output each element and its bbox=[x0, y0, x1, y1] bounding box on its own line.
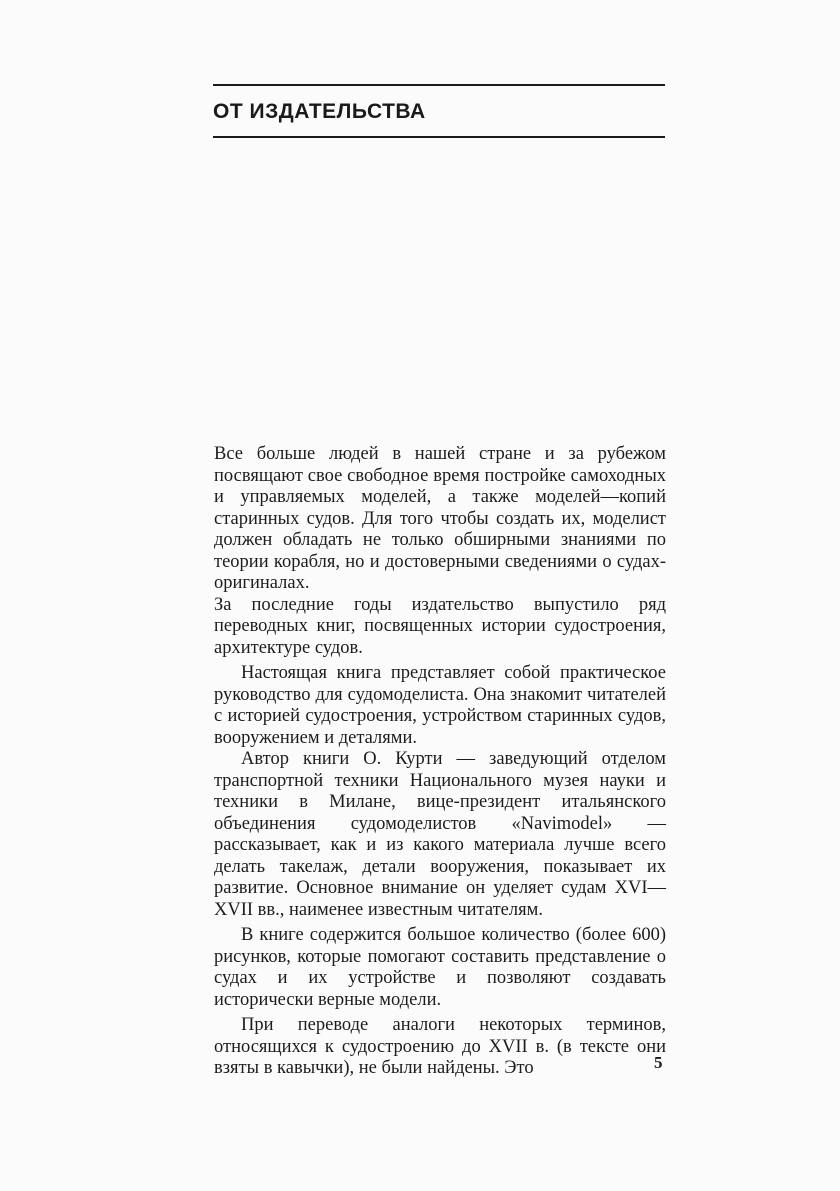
paragraph-illustrations: В книге содержится большое количество (более 600) рисунков, которые помогают составить представление о судах и их устройстве и позволяют создавать исторически верные модели. bbox=[214, 925, 666, 1010]
paragraph-intro: Все больше людей в нашей стране и за рубежом посвящают свое свободное время постройке самоходных и управляемых моделей, а также моделей—копий старинных судов. Для того чтобы создать их, моделист должен обладать не только обширными знаниями по теории корабля, но и достоверными сведениями о судах-оригиналах. bbox=[214, 444, 666, 593]
header-top-rule bbox=[213, 84, 665, 86]
page-title: ОТ ИЗДАТЕЛЬСТВА bbox=[213, 100, 426, 123]
paragraph-book-purpose: Настоящая книга представляет собой практическое руководство для судомоделиста. Она знакомит читателей с историей судостроения, устройством старинных судов, вооружением и деталями. bbox=[214, 663, 666, 748]
header-bottom-rule bbox=[213, 136, 665, 138]
paragraph-translation-note: При переводе аналоги некоторых терминов, относящихся к судостроению до XVII в. (в тексте они взяты в кавычки), не были найдены. Это bbox=[214, 1015, 666, 1078]
body-text bbox=[214, 444, 666, 1080]
page-number: 5 bbox=[654, 1053, 663, 1072]
paragraph-author: Автор книги О. Курти — заведующий отделом транспортной техники Национального музея науки и техники в Милане, вице-президент итальянского объединения судомоделистов «Navimodel» — рассказывает, как и из какого материала лучше всего делать такелаж, детали вооружения, показывает их развитие. Основное внимание он уделяет судам XVI—XVII вв., наименее известным читателям. bbox=[214, 749, 666, 920]
paragraph-publications: За последние годы издательство выпустило ряд переводных книг, посвященных истории судостроения, архитектуре судов. bbox=[214, 594, 666, 658]
